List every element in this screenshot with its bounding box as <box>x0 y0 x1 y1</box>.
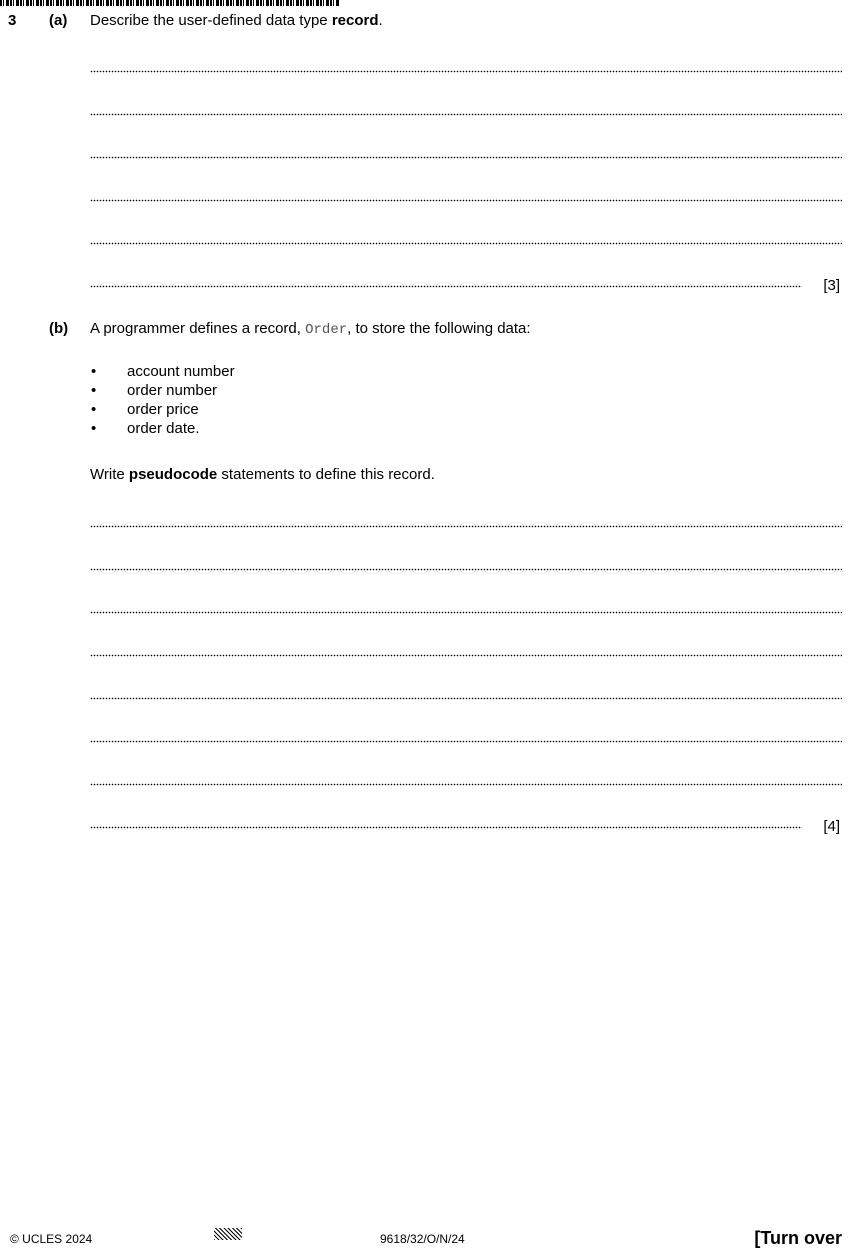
answer-line[interactable] <box>90 285 802 291</box>
part-a-text-before: Describe the user-defined data type <box>90 12 332 29</box>
part-a-marks: [3] <box>823 277 840 294</box>
part-b-intro <box>90 320 531 338</box>
list-item: • order price <box>90 400 235 419</box>
data-field-list <box>90 362 235 438</box>
part-a-text-bold: record <box>331 12 379 29</box>
qr-code-icon <box>214 1228 242 1240</box>
answer-line[interactable] <box>90 199 842 205</box>
answer-line[interactable] <box>90 70 842 76</box>
answer-line[interactable] <box>90 826 802 832</box>
part-b-intro-before: A programmer defines a record, <box>90 320 306 337</box>
page-barcode <box>0 0 340 6</box>
answer-line[interactable] <box>90 783 842 789</box>
answer-line[interactable] <box>90 156 842 162</box>
list-item: • order number <box>90 381 235 400</box>
answer-line[interactable] <box>90 113 842 119</box>
part-b-marks: [4] <box>823 818 840 835</box>
instruction-before: Write <box>90 466 129 483</box>
list-item: • order date. <box>90 419 235 438</box>
part-a-text-after: . <box>378 12 383 29</box>
instruction-bold: pseudocode <box>128 466 218 483</box>
answer-line[interactable] <box>90 568 842 574</box>
part-b-intro-after: , to store the following data: <box>347 320 531 337</box>
instruction-after: statements to define this record. <box>217 466 435 483</box>
part-a-label: (a) <box>49 12 68 29</box>
list-item: • account number <box>90 362 235 381</box>
answer-line[interactable] <box>90 611 842 617</box>
record-name-code: Order <box>305 322 348 338</box>
part-b-label: (b) <box>49 320 69 337</box>
question-number: 3 <box>8 12 17 29</box>
part-a-question <box>90 12 383 29</box>
answer-line[interactable] <box>90 654 842 660</box>
copyright: © UCLES 2024 <box>10 1232 93 1246</box>
answer-line[interactable] <box>90 740 842 746</box>
paper-code: 9618/32/O/N/24 <box>380 1232 465 1246</box>
answer-line[interactable] <box>90 697 842 703</box>
turn-over: [Turn over <box>754 1228 842 1248</box>
answer-line[interactable] <box>90 242 842 248</box>
answer-line[interactable] <box>90 525 842 531</box>
part-b-instruction <box>90 466 435 483</box>
